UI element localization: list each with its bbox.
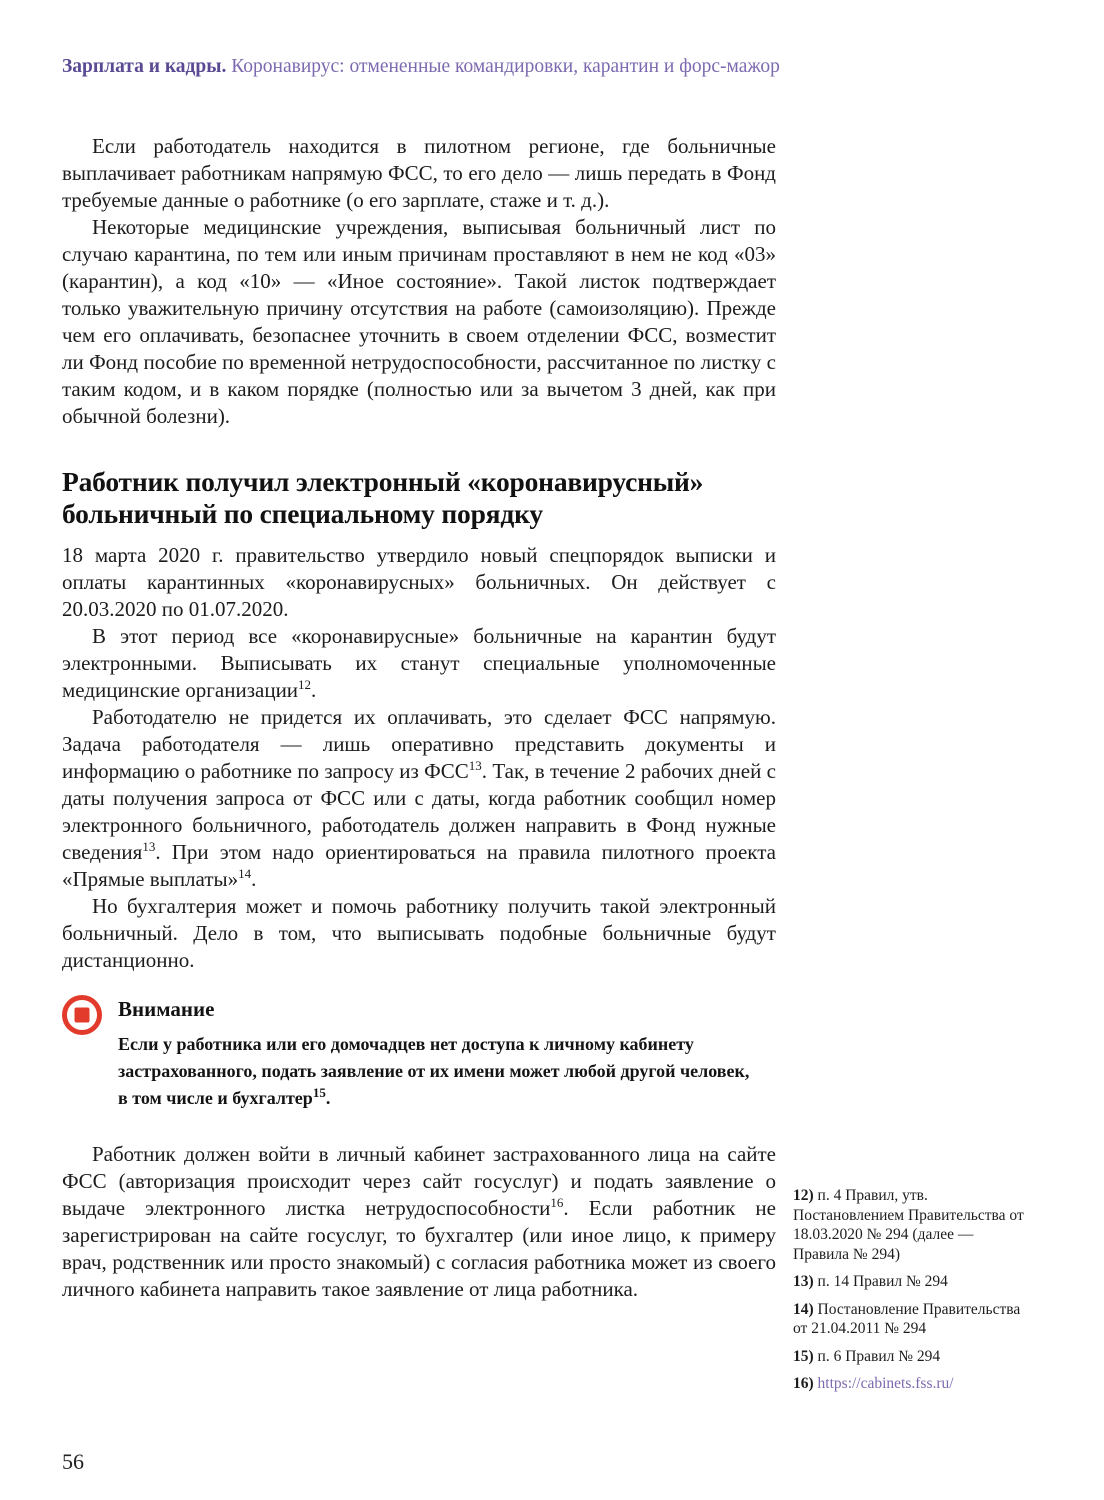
running-header xyxy=(62,55,1052,79)
attention-title: Внимание xyxy=(118,997,215,1021)
footnote-number: 12) xyxy=(793,1187,814,1204)
footnote-link[interactable]: https://cabinets.fss.ru/ xyxy=(817,1375,954,1392)
page-number: 56 xyxy=(62,1449,84,1474)
footnote-item xyxy=(793,1347,1033,1367)
attention-text: Если у работника или его домочадцев нет доступа к личному кабинету застрахованного, подать заявление от их имени может любой другой человек, в том числе и бухгалтер$^{15}$. xyxy=(118,1034,750,1108)
footnote-text: п. 4 Правил, утв. Постановлением Правительства от 18.03.2020 № 294 (далее — Правила № 294) xyxy=(793,1187,1024,1263)
footnote-number: 15) xyxy=(793,1347,814,1365)
footnote-number: 16) xyxy=(793,1375,814,1392)
footnote-item xyxy=(793,1300,1033,1339)
article-title: Коронавирус: отмененные командировки, карантин и форс-мажор xyxy=(231,56,780,77)
body-column xyxy=(62,133,776,1303)
footnotes-sidebar xyxy=(793,1186,1033,1402)
paragraph: В этот период все «коронавирусные» больничные на карантин будут электронными. Выписывать их станут специальные уполномоченные медицинские организации$^{12}$. xyxy=(62,624,776,702)
paragraph: Работник должен войти в личный кабинет застрахованного лица на сайте ФСС (авторизация происходит через сайт госуслуг) и подать заявление о выдаче электронного листка нетрудоспособности$^{16}$. Если работник не зарегистрирован на сайте госуслуг, то бухгалтер (или иное лицо, к примеру врач, родственник или просто знакомый) с согласия работника может из своего личного кабинета направить такое заявление от лица работника. xyxy=(62,1142,776,1301)
footnote-item xyxy=(793,1374,1033,1394)
footnote-item xyxy=(793,1186,1033,1264)
section-title: Зарплата и кадры. xyxy=(62,56,232,77)
footnote-number: 13) xyxy=(793,1273,814,1290)
footnote-text: Постановление Правительства от 21.04.2011 № 294 xyxy=(793,1300,1021,1337)
paragraph: Если работодатель находится в пилотном регионе, где больничные выплачивает работникам напрямую ФСС, то его дело — лишь передать в Фонд требуемые данные о работнике (о его зарплате, стаже и т. д.). xyxy=(62,134,776,212)
footnote-item xyxy=(793,1272,1033,1292)
section-heading: Работник получил электронный «коронавирусный» больничный по специальному порядку xyxy=(62,466,704,529)
paragraph: Работодателю не придется их оплачивать, это сделает ФСС напрямую. Задача работодателя — лишь оперативно представить документы и информацию о работнике по запросу из ФСС$^{13}$. Так, в течение 2 рабочих дней с даты получения запроса от ФСС или с даты, когда работник сообщил номер электронного больничного, работодатель должен направить в Фонд нужные сведения$^{13}$. При этом надо ориентироваться на правила пилотного проекта «Прямые выплаты»$^{14}$. xyxy=(62,705,776,891)
paragraph: Но бухгалтерия может и помочь работнику получить такой электронный больничный. Дело в том, что выписывать подобные больничные будут дистанционно. xyxy=(62,894,776,972)
footnote-text: п. 14 Правил № 294 xyxy=(817,1273,948,1290)
paragraph: Некоторые медицинские учреждения, выписывая больничный лист по случаю карантина, по тем или иным причинам проставляют в нем не код «03» (карантин), а код «10» — «Иное состояние». Такой листок подтверждает только уважительную причину отсутствия на работе (самоизоляцию). Прежде чем его оплачивать, безопаснее уточнить в своем отделении ФСС, возместит ли Фонд пособие по временной нетрудоспособности, рассчитанное по листку с таким кодом, и в каком порядке (полностью или за вычетом 3 дней, как при обычной болезни). xyxy=(62,215,776,428)
paragraph: 18 марта 2020 г. правительство утвердило новый спецпорядок выписки и оплаты карантинных «коронавирусных» больничных. Он действует с 20.03.2020 по 01.07.2020. xyxy=(62,543,776,621)
attention-callout xyxy=(62,995,776,1112)
footnote-text: п. 6 Правил № 294 xyxy=(817,1347,941,1365)
footnote-number: 14) xyxy=(793,1300,814,1318)
attention-icon xyxy=(62,995,102,1035)
